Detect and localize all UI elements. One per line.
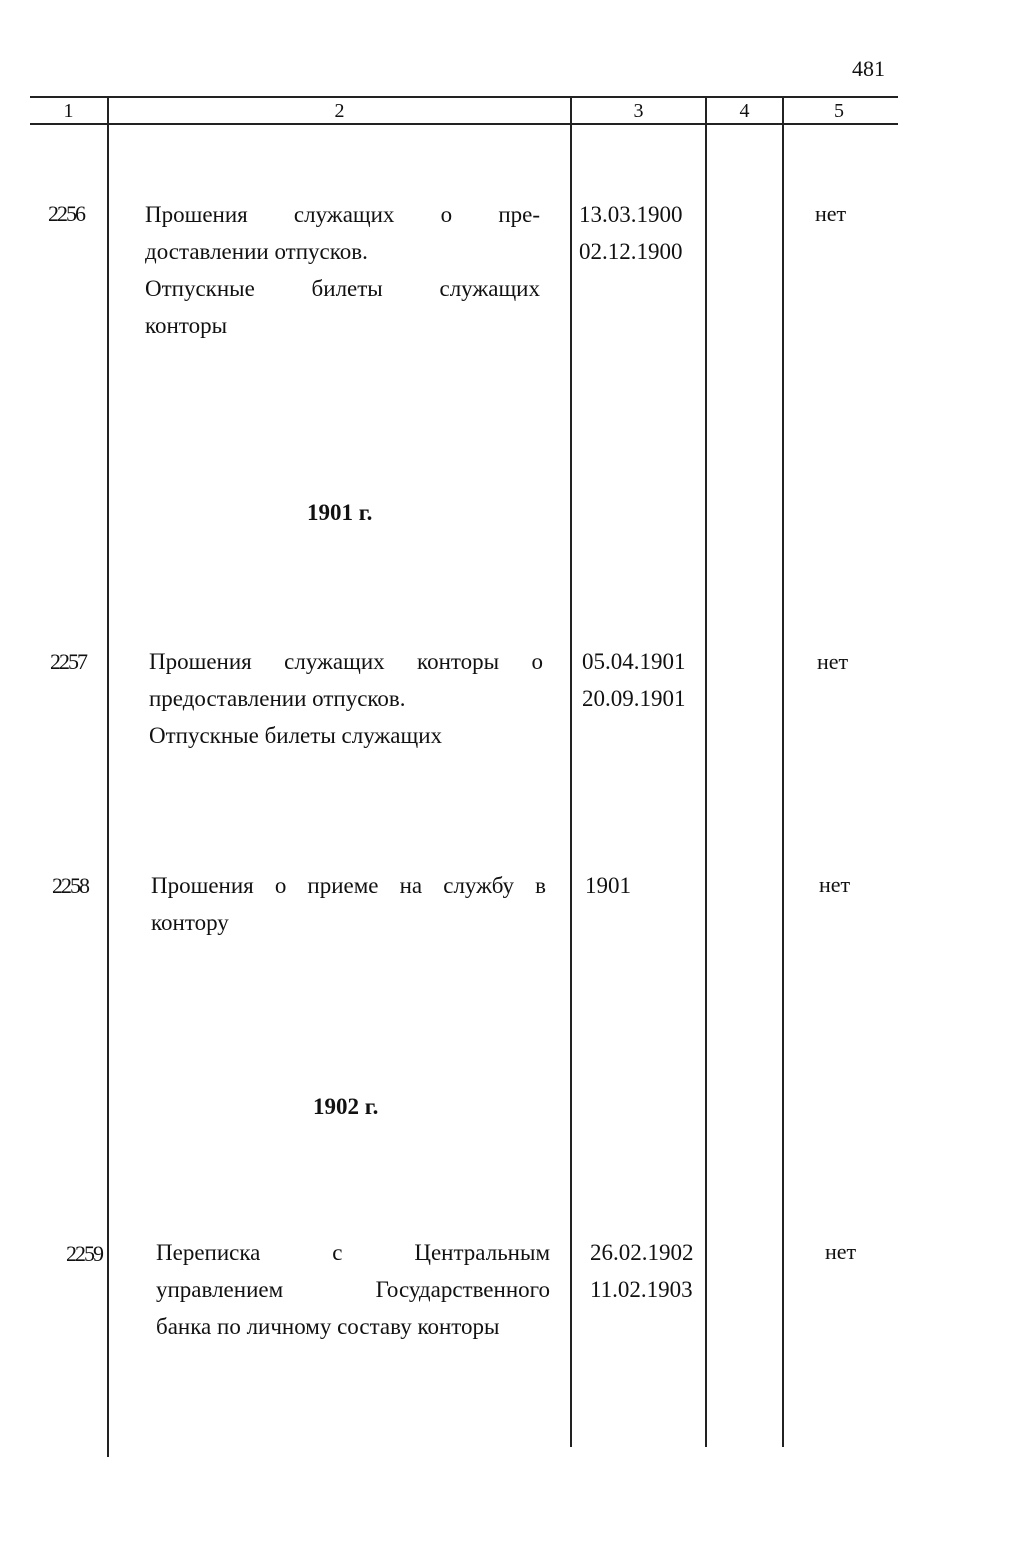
table-top-rule <box>30 96 898 98</box>
row-col5: нет <box>817 649 849 674</box>
column-header-5: 5 <box>834 100 844 122</box>
column-divider-1 <box>107 97 109 1457</box>
row-col5: нет <box>825 1239 857 1264</box>
year-heading: 1902 г. <box>313 1094 379 1119</box>
row-number: 2259 <box>66 1241 102 1266</box>
row-number: 2258 <box>52 873 88 898</box>
column-header-4: 4 <box>739 100 750 122</box>
column-header-1: 1 <box>63 100 74 122</box>
row-title: Прошения служащих конторы о предоставлении отпусков. Отпускные билеты служащих <box>149 649 543 748</box>
row-number: 2257 <box>50 649 86 674</box>
row-dates: 1901 <box>585 873 631 898</box>
column-divider-3 <box>705 97 707 1447</box>
row-col5: нет <box>819 872 851 897</box>
row-title: Прошения о приеме на службу в контору <box>151 873 546 935</box>
row-dates: 26.02.1902 11.02.1903 <box>590 1240 694 1302</box>
column-divider-4 <box>782 97 784 1447</box>
column-header-2: 2 <box>334 100 345 122</box>
row-title: Прошения служащих о пре- доставлении отпусков. Отпускные билеты служащих конторы <box>145 202 540 338</box>
column-divider-2 <box>570 97 572 1447</box>
row-col5: нет <box>815 201 847 226</box>
row-dates: 05.04.1901 20.09.1901 <box>582 649 686 711</box>
row-title: Переписка с Центральным управлением Государственного банка по личному составу конторы <box>156 1240 550 1339</box>
table-header-rule <box>30 123 898 125</box>
row-dates: 13.03.1900 02.12.1900 <box>579 202 683 264</box>
year-heading: 1901 г. <box>307 500 373 525</box>
row-number: 2256 <box>48 201 84 226</box>
column-header-3: 3 <box>633 100 644 122</box>
page-number: 481 <box>852 56 885 81</box>
